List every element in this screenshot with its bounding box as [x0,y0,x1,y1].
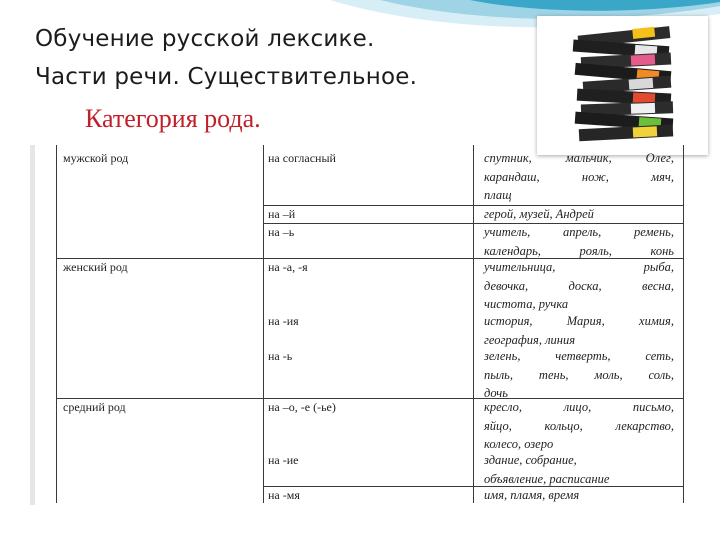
examples-cell: здание, собрание, объявление, расписание [484,453,610,486]
examples-cell: имя, пламя, время [484,488,580,502]
gender-label-masculine: мужской род [63,151,129,165]
examples-cell: зелень, четверть, сеть, пыль, тень, моль, соль, дочь [484,349,674,400]
left-shadow-strip [30,145,35,505]
examples-cell: спутник, мальчик, Олег, карандаш, нож, мяч, плащ [484,151,674,202]
floppy-disk-stack-photo [537,16,708,155]
ending-cell: на -ь [268,349,293,363]
slide-subtitle: Категория рода. [85,104,261,133]
ending-cell: на согласный [268,151,336,165]
examples-cell: учитель, апрель, ремень, календарь, рояль, конь [484,225,674,258]
examples-cell: история, Мария, химия, география, линия [484,314,674,347]
gender-table [56,145,684,503]
slide-title-line2: Части речи. Существительное. [35,64,418,90]
floppy-disk-stack-icon [543,21,702,150]
examples-cell: герой, музей, Андрей [484,207,594,221]
ending-cell: на –о, -е (-ье) [268,400,336,414]
ending-cell: на -мя [268,488,300,502]
ending-cell: на -ие [268,453,299,467]
slide-title-line1: Обучение русской лексике. [35,26,375,52]
ending-cell: на –ь [268,225,295,239]
ending-cell: на -ия [268,314,299,328]
gender-label-neuter: средний род [63,400,126,414]
ending-cell: на -а, -я [268,260,308,274]
gender-label-feminine: женский род [63,260,128,274]
examples-cell: кресло, лицо, письмо, яйцо, кольцо, лекарство, колесо, озеро [484,400,674,451]
ending-cell: на –й [268,207,296,221]
examples-cell: учительница, рыба, девочка, доска, весна, чистота, ручка [484,260,674,311]
